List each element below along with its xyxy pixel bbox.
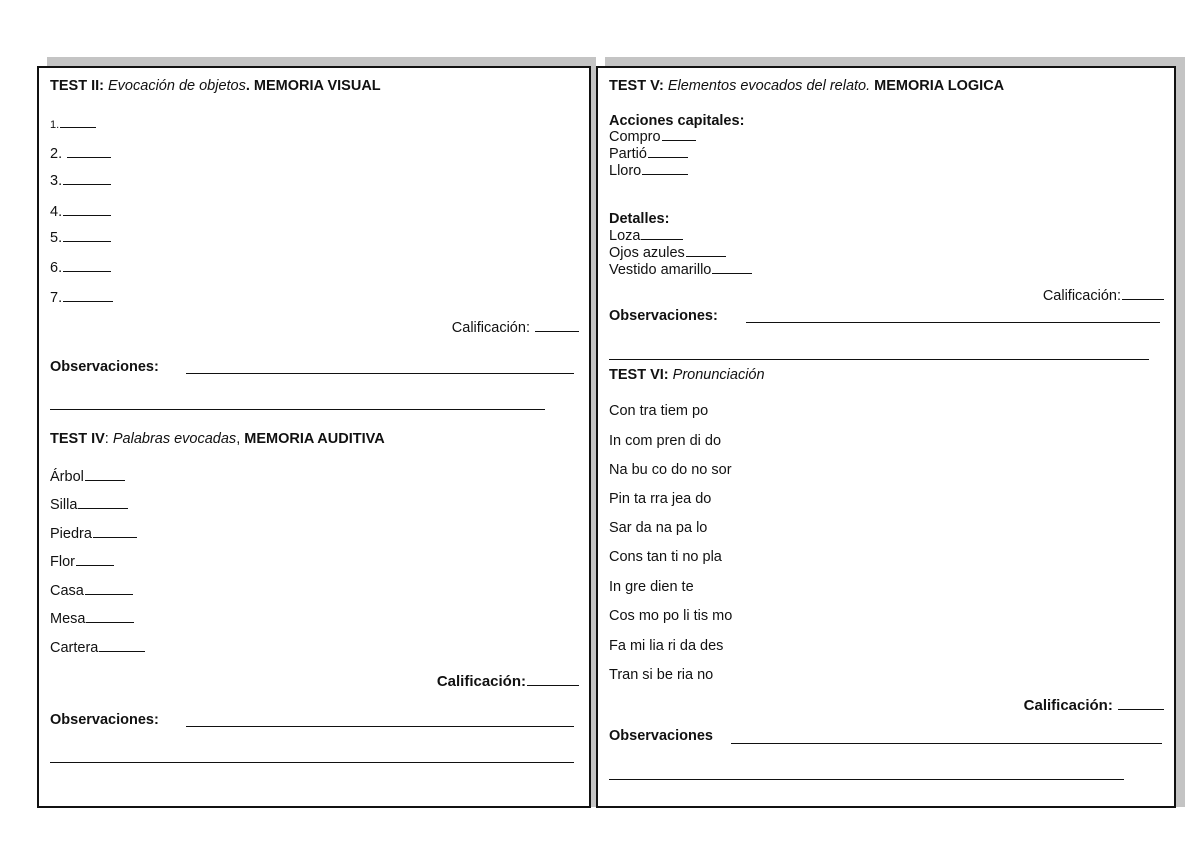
test2-item-label: 5. [50, 230, 63, 246]
test5-action-2 [609, 147, 688, 162]
test5-score-blank[interactable] [1122, 298, 1164, 300]
test5-detail-2 [609, 246, 726, 261]
answer-blank[interactable] [662, 139, 696, 141]
test6-word-2: In com pren di do [609, 433, 722, 449]
test6-title [609, 368, 765, 383]
test4-item-label: Piedra [50, 526, 92, 542]
test2-item-7 [50, 291, 113, 306]
test2-item-label: 4. [50, 204, 63, 220]
test2-item-label: 1. [50, 119, 60, 131]
test5-detail-label: Vestido amarillo [609, 262, 712, 278]
test2-item-label: 7. [50, 290, 63, 306]
test6-word-1: Con tra tiem po [609, 403, 709, 419]
test2-title-code: TEST II [50, 78, 100, 94]
test6-word-7: In gre dien te [609, 579, 694, 595]
test5-detail-1 [609, 229, 683, 244]
answer-blank[interactable] [99, 650, 145, 652]
test4-item-label: Mesa [50, 611, 86, 627]
test4-score-blank[interactable] [527, 684, 579, 686]
right-panel [596, 66, 1176, 808]
test4-item-6 [50, 612, 134, 627]
answer-blank[interactable] [78, 507, 128, 509]
test5-title-subject: Elementos evocados del relato. [667, 78, 871, 94]
test5-action-3 [609, 164, 688, 179]
test5-observations-label: Observaciones: [609, 308, 718, 324]
answer-blank[interactable] [60, 126, 96, 128]
test2-observations-label: Observaciones: [50, 359, 159, 375]
test5-detail-label: Loza [609, 228, 641, 244]
test2-title-category: . MEMORIA VISUAL [245, 78, 381, 94]
test4-item-1 [50, 470, 125, 485]
test2-score [452, 321, 579, 336]
test5-score [1043, 289, 1164, 304]
test5-action-label: Partió [609, 146, 647, 162]
answer-blank[interactable] [86, 621, 134, 623]
test6-observations-label: Observaciones [609, 728, 713, 744]
test2-item-2 [50, 147, 111, 162]
answer-blank[interactable] [63, 300, 113, 302]
test4-title-category: MEMORIA AUDITIVA [244, 431, 385, 447]
answer-blank[interactable] [686, 255, 726, 257]
test5-title-category: MEMORIA LOGICA [870, 78, 1005, 94]
test4-item-label: Árbol [50, 469, 84, 485]
test2-title-sep: : [99, 78, 109, 94]
test2-item-label: 2. [50, 146, 67, 162]
test6-word-8: Cos mo po li tis mo [609, 608, 733, 624]
test4-item-2 [50, 498, 128, 513]
test2-item-6 [50, 261, 111, 276]
test6-word-10: Tran si be ria no [609, 667, 714, 683]
test5-title-code: TEST V: [609, 78, 664, 94]
test5-title [609, 79, 1004, 94]
test4-item-4 [50, 555, 114, 570]
test4-title-comma: , [236, 431, 245, 447]
answer-blank[interactable] [63, 183, 111, 185]
answer-blank[interactable] [63, 240, 111, 242]
test4-score-label: Calificación: [436, 673, 526, 690]
test4-item-label: Casa [50, 583, 84, 599]
test5-observations-line-1[interactable] [746, 322, 1160, 323]
test5-actions-heading: Acciones capitales: [609, 113, 745, 129]
answer-blank[interactable] [93, 536, 137, 538]
test5-details-heading: Detalles: [609, 211, 670, 227]
test6-word-5: Sar da na pa lo [609, 520, 708, 536]
test4-item-label: Silla [50, 497, 78, 513]
test2-item-3 [50, 174, 111, 189]
test2-title [50, 79, 381, 94]
test2-observations-line-1[interactable] [186, 373, 574, 374]
answer-blank[interactable] [63, 214, 111, 216]
test5-action-label: Lloro [609, 163, 642, 179]
test5-action-label: Compro [609, 129, 661, 145]
test4-title-code: TEST IV [50, 431, 105, 447]
test2-item-5 [50, 231, 111, 246]
test4-item-7 [50, 641, 145, 656]
test6-title-subject: Pronunciación [672, 367, 765, 383]
answer-blank[interactable] [85, 479, 125, 481]
test5-observations-line-2[interactable] [609, 359, 1149, 360]
test2-score-blank[interactable] [535, 330, 579, 332]
test6-word-6: Cons tan ti no pla [609, 549, 722, 565]
test2-observations-line-2[interactable] [50, 409, 545, 410]
test4-title-subject: Palabras evocadas [112, 431, 237, 447]
right-panel-shadow-side [1176, 57, 1185, 807]
test4-observations-label: Observaciones: [50, 712, 159, 728]
test5-score-label: Calificación: [1042, 288, 1121, 304]
answer-blank[interactable] [641, 238, 683, 240]
test5-detail-3 [609, 263, 752, 278]
answer-blank[interactable] [648, 156, 688, 158]
test4-score [437, 674, 579, 689]
answer-blank[interactable] [642, 173, 688, 175]
test6-score [1024, 698, 1164, 713]
test4-item-5 [50, 584, 133, 599]
test2-title-subject: Evocación de objetos [108, 78, 246, 94]
test6-score-label: Calificación: [1023, 697, 1117, 714]
test6-score-blank[interactable] [1118, 708, 1164, 710]
test2-item-4 [50, 205, 111, 220]
test2-item-label: 6. [50, 260, 63, 276]
answer-blank[interactable] [63, 270, 111, 272]
answer-blank[interactable] [76, 564, 114, 566]
test4-item-3 [50, 527, 137, 542]
answer-blank[interactable] [67, 156, 111, 158]
answer-blank[interactable] [85, 593, 133, 595]
test2-item-label: 3. [50, 173, 63, 189]
test2-score-label: Calificación: [451, 320, 534, 336]
test6-observations-line-2[interactable] [609, 779, 1124, 780]
test6-word-9: Fa mi lia ri da des [609, 638, 724, 654]
test5-action-1 [609, 130, 696, 145]
test4-observations-line-1[interactable] [186, 726, 574, 727]
test6-title-code: TEST VI: [609, 367, 669, 383]
test6-observations-line-1[interactable] [731, 743, 1162, 744]
test4-observations-line-2[interactable] [50, 762, 574, 763]
test2-item-1 [50, 120, 96, 131]
test4-title [50, 432, 385, 447]
test6-word-3: Na bu co do no sor [609, 462, 732, 478]
test6-word-4: Pin ta rra jea do [609, 491, 712, 507]
test4-title-sep: : [104, 431, 113, 447]
test4-item-label: Cartera [50, 640, 99, 656]
test5-detail-label: Ojos azules [609, 245, 685, 261]
left-panel [37, 66, 591, 808]
test4-item-label: Flor [50, 554, 75, 570]
answer-blank[interactable] [712, 272, 752, 274]
